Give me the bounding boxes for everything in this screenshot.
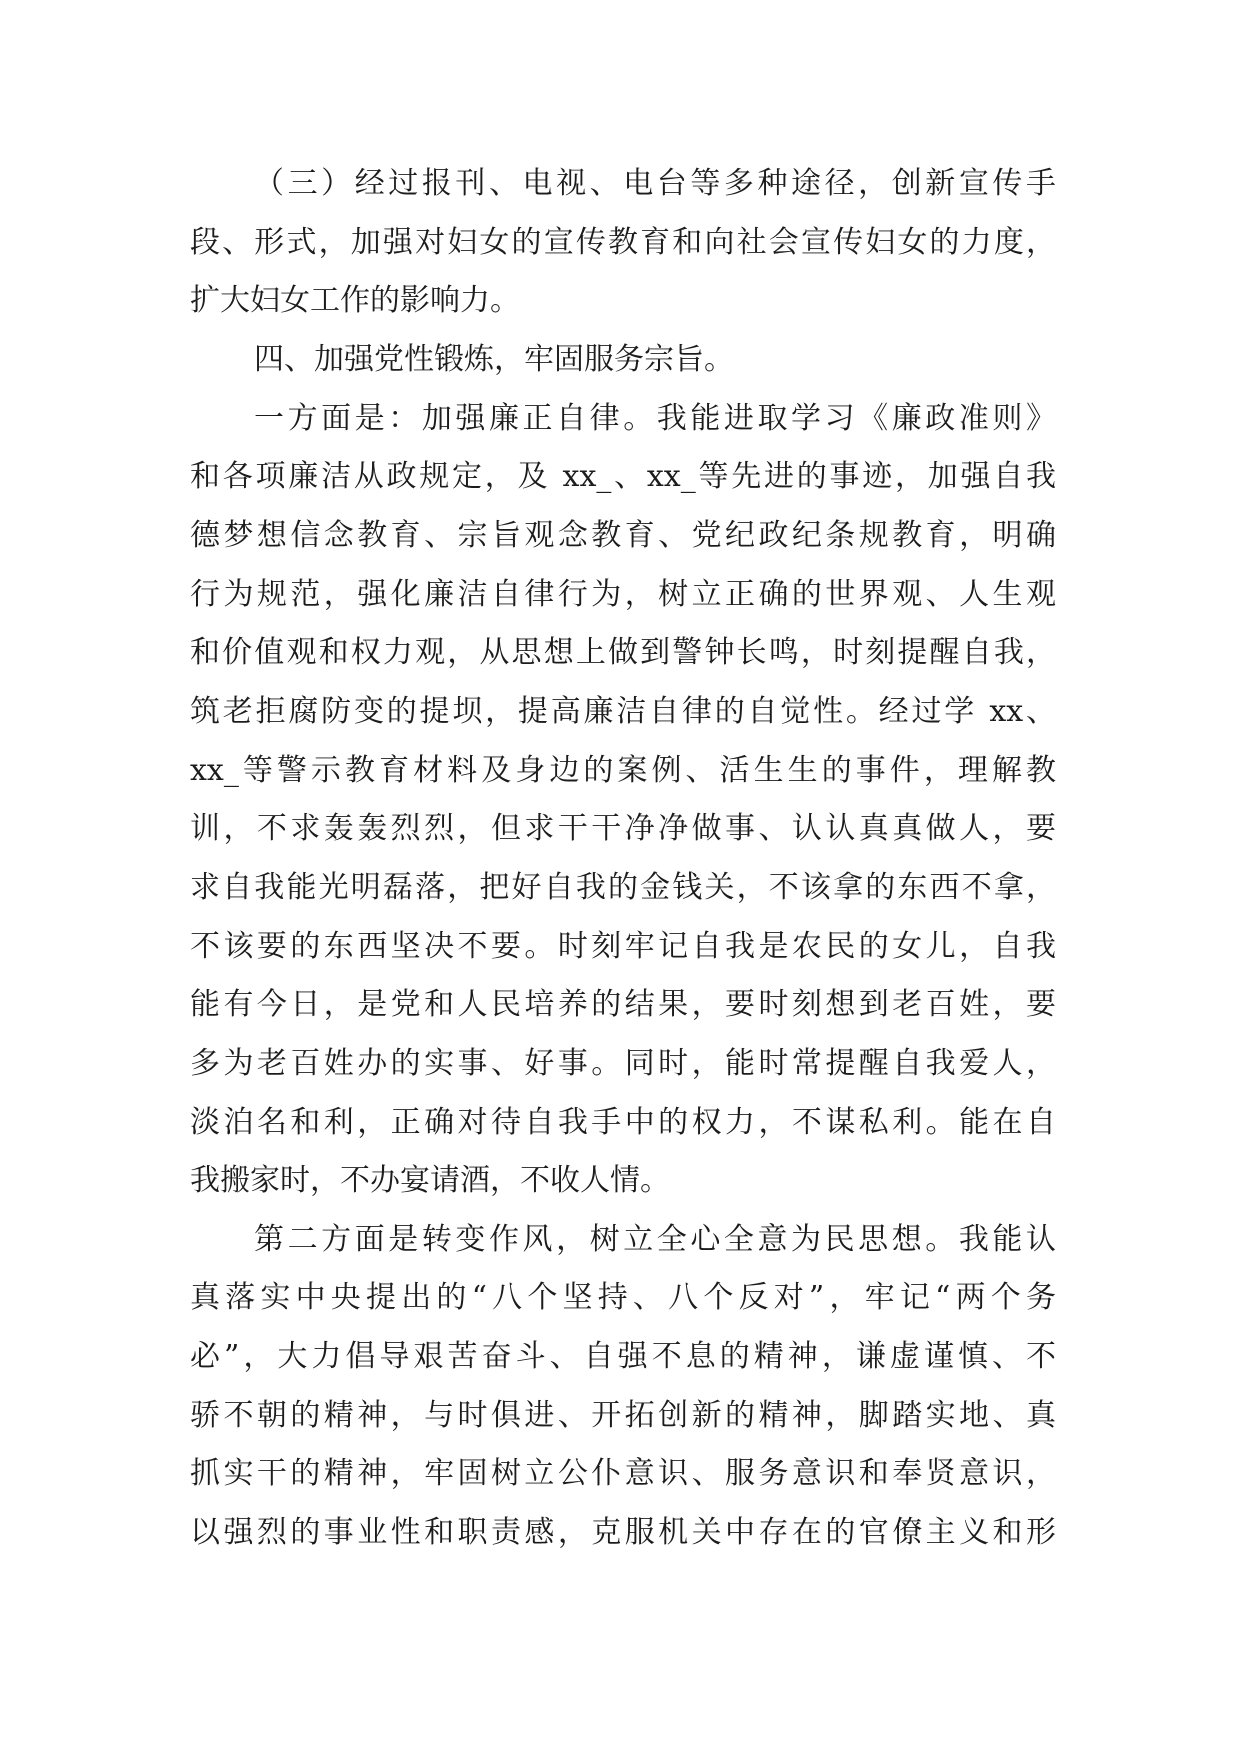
paragraph-line: 以强烈的事业性和职责感，克服机关中存在的官僚主义和形 [190, 1515, 1056, 1551]
paragraph-line: 不该要的东西坚决不要。时刻牢记自我是农民的女儿，自我 [190, 928, 1056, 964]
paragraph-line: 抓实干的精神，牢固树立公仆意识、服务意识和奉贤意识， [190, 1456, 1056, 1492]
document-body [190, 155, 1056, 1563]
paragraph-work-style [190, 1211, 1056, 1563]
paragraph-line: 训，不求轰轰烈烈，但求干干净净做事、认认真真做人，要 [190, 811, 1056, 847]
paragraph-line: 德梦想信念教育、宗旨观念教育、党纪政纪条规教育，明确 [190, 517, 1056, 553]
paragraph-line: 行为规范，强化廉洁自律行为，树立正确的世界观、人生观 [190, 576, 1056, 612]
paragraph-line: （三）经过报刊、电视、电台等多种途径，创新宣传手 [254, 166, 1056, 201]
paragraph-line: 骄不朝的精神，与时俱进、开拓创新的精神，脚踏实地、真 [190, 1397, 1056, 1433]
paragraph-integrity [190, 390, 1056, 1211]
paragraph-line: 淡泊名和利，正确对待自我手中的权力，不谋私利。能在自 [190, 1104, 1056, 1140]
paragraph-line: 筑老拒腐防变的提坝，提高廉洁自律的自觉性。经过学 xx、 [190, 693, 1056, 729]
paragraph-line: 求自我能光明磊落，把好自我的金钱关，不该拿的东西不拿， [190, 869, 1056, 905]
paragraph-line: 段、形式，加强对妇女的宣传教育和向社会宣传妇女的力度， [190, 224, 1056, 260]
paragraph-line: xx_等警示教育材料及身边的案例、活生生的事件，理解教 [190, 752, 1056, 788]
paragraph-line: 和价值观和权力观，从思想上做到警钟长鸣，时刻提醒自我， [190, 635, 1056, 671]
paragraph-line: 必”，大力倡导艰苦奋斗、自强不息的精神，谦虚谨慎、不 [190, 1339, 1056, 1375]
paragraph-line: 我搬家时，不办宴请酒，不收人情。 [190, 1163, 670, 1199]
paragraph-line: 真落实中央提出的“八个坚持、八个反对”，牢记“两个务 [190, 1280, 1056, 1316]
section-heading: 四、加强党性锻炼，牢固服务宗旨。 [254, 341, 734, 377]
paragraph-line: 扩大妇女工作的影响力。 [190, 283, 520, 319]
paragraph-publicity [190, 155, 1056, 331]
section-heading-four [190, 331, 1056, 390]
paragraph-line: 和各项廉洁从政规定，及 xx_、xx_等先进的事迹，加强自我 [190, 459, 1056, 495]
paragraph-line: 能有今日，是党和人民培养的结果，要时刻想到老百姓，要 [190, 987, 1056, 1023]
paragraph-line: 第二方面是转变作风，树立全心全意为民思想。我能认 [254, 1221, 1056, 1257]
paragraph-line: 多为老百姓办的实事、好事。同时，能时常提醒自我爱人， [190, 1045, 1056, 1081]
paragraph-line: 一方面是：加强廉正自律。我能进取学习《廉政准则》 [254, 400, 1056, 436]
